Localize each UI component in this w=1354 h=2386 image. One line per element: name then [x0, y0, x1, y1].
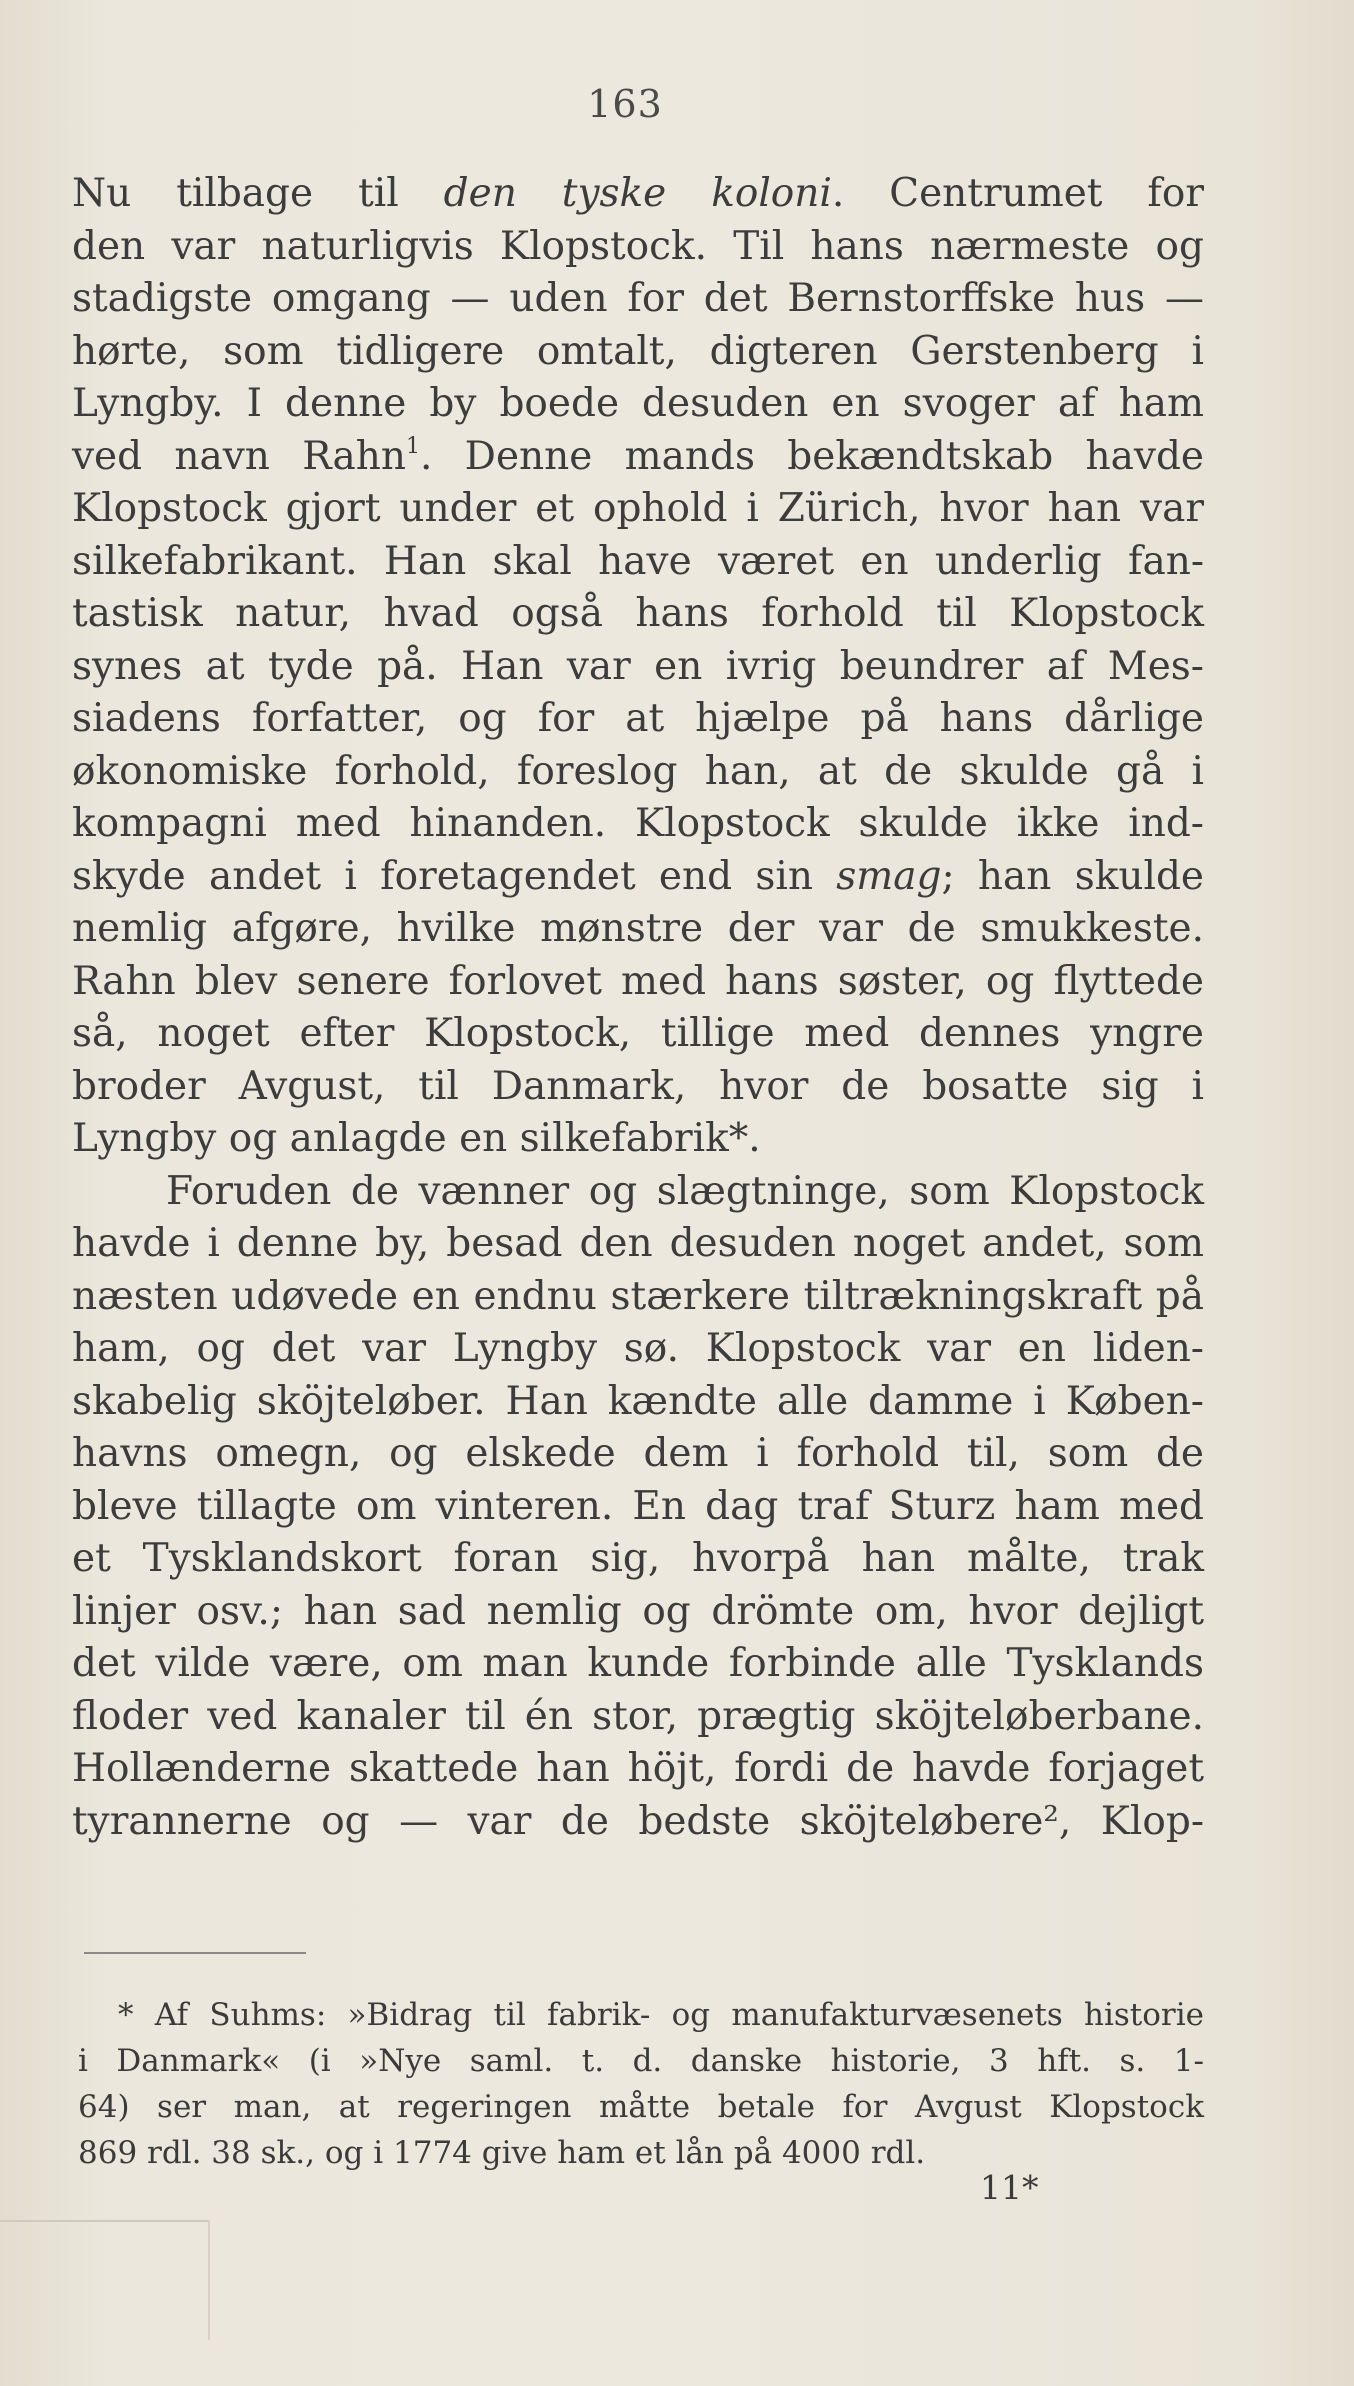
text-line: Klopstock gjort under et ophold i Zürich, hvor han var	[72, 486, 1204, 531]
text-line: havde i denne by, besad den desuden noget andet, som	[72, 1221, 1204, 1266]
footnote	[78, 1992, 1204, 2176]
text-line: Foruden de vænner og slægtninge, som Klopstock	[166, 1168, 1204, 1214]
text-line: siadens forfatter, og for at hjælpe på hans dårlige	[72, 696, 1204, 741]
text-line: nemlig afgøre, hvilke mønstre der var de smukkeste.	[72, 906, 1204, 951]
text-line: silkefabrikant. Han skal have været en underlig fan-	[72, 538, 1204, 584]
footnote-line: i Danmark« (i »Nye saml. t. d. danske historie, 3 hft. s. 1-	[78, 2043, 1204, 2079]
signature-mark: 11*	[980, 2168, 1039, 2207]
text-line: ham, og det var Lyngby sø. Klopstock var en liden-	[72, 1326, 1204, 1371]
text-line: så, noget efter Klopstock, tillige med dennes yngre	[72, 1011, 1204, 1056]
body-text	[72, 168, 1204, 1848]
text-line: det vilde være, om man kunde forbinde alle Tysklands	[72, 1641, 1204, 1686]
footnote-line: 64) ser man, at regeringen måtte betale for Avgust Klopstock	[78, 2089, 1204, 2125]
paper-edge-mark	[0, 2220, 210, 2222]
text-line: linjer osv.; han sad nemlig og drömte om, hvor dejligt	[72, 1588, 1204, 1634]
text-line: økonomiske forhold, foreslog han, at de skulde gå i	[72, 748, 1204, 794]
text-line: den var naturligvis Klopstock. Til hans nærmeste og	[72, 223, 1204, 269]
text-line: floder ved kanaler til én stor, prægtig sköjteløberbane.	[72, 1693, 1204, 1739]
text-line: stadigste omgang — uden for det Bernstorffske hus —	[72, 276, 1204, 321]
text-line: Lyngby og anlagde en silkefabrik*.	[72, 1116, 761, 1161]
page-number: 163	[587, 82, 663, 126]
text-line: næsten udøvede en endnu stærkere tiltrækningskraft på	[72, 1273, 1204, 1319]
text-line: kompagni med hinanden. Klopstock skulde ikke ind-	[72, 801, 1204, 846]
italic-word: smag	[836, 853, 942, 899]
text-line: Hollænderne skattede han höjt, fordi de havde forjaget	[72, 1746, 1204, 1791]
text-line: synes at tyde på. Han var en ivrig beundrer af Mes-	[72, 643, 1204, 689]
text-line: skabelig sköjteløber. Han kændte alle damme i Køben-	[72, 1378, 1204, 1424]
text-line: tyrannerne og — var de bedste sköjteløbere², Klop-	[72, 1798, 1204, 1844]
text-line: Lyngby. I denne by boede desuden en svoger af ham	[72, 381, 1204, 426]
text-line: bleve tillagte om vinteren. En dag traf Sturz ham med	[72, 1483, 1204, 1529]
footnote-line: * Af Suhms: »Bidrag til fabrik- og manufakturvæsenets historie	[118, 1997, 1204, 2033]
footnote-ref: 1	[405, 433, 420, 459]
paper-edge-mark	[208, 2220, 210, 2340]
text-line: hørte, som tidligere omtalt, digteren Gerstenberg i	[72, 328, 1204, 374]
text-line: Rahn blev senere forlovet med hans søster, og flyttede	[72, 958, 1204, 1004]
text-line: et Tysklandskort foran sig, hvorpå han målte, trak	[72, 1536, 1204, 1581]
text-line: skyde andet i foretagendet end sin smag; han skulde	[72, 853, 1204, 899]
footnote-line: 869 rdl. 38 sk., og i 1774 give ham et lån på 4000 rdl.	[78, 2135, 926, 2171]
text-line: Nu tilbage til den tyske koloni. Centrumet for	[72, 171, 1204, 216]
footnote-divider	[84, 1952, 306, 1954]
italic-phrase: den tyske koloni	[443, 171, 832, 216]
text-line: broder Avgust, til Danmark, hvor de bosatte sig i	[72, 1063, 1204, 1109]
text-line: tastisk natur, hvad også hans forhold til Klopstock	[72, 591, 1204, 636]
text-line: ved navn Rahn$^1$. Denne mands bekændtskab havde	[72, 433, 1204, 479]
text-line: havns omegn, og elskede dem i forhold til, som de	[72, 1431, 1204, 1476]
